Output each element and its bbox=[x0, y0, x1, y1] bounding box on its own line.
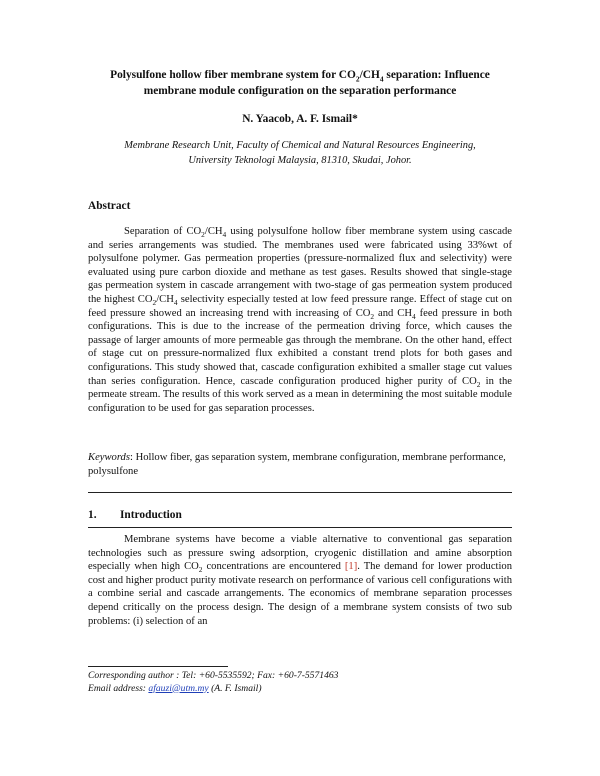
affiliation-line1: Membrane Research Unit, Faculty of Chemical and Natural Resources Engineering, bbox=[124, 140, 476, 151]
section-divider-bottom bbox=[88, 527, 512, 528]
email-link[interactable]: afauzi@utm.my bbox=[148, 682, 209, 694]
section-title: Introduction bbox=[120, 509, 182, 521]
introduction-heading bbox=[88, 509, 182, 521]
section-number: 1. bbox=[88, 509, 97, 521]
title-text: separation: Influence bbox=[383, 69, 490, 81]
keywords-label: Keywords bbox=[88, 452, 130, 463]
corresponding-author: Corresponding author : Tel: +60-5535592; Fax: +60-7-5571463 bbox=[88, 670, 339, 681]
title-subscript: 4 bbox=[379, 74, 384, 84]
footnote bbox=[88, 670, 512, 695]
affiliation-line2: University Teknologi Malaysia, 81310, Skudai, Johor. bbox=[188, 155, 412, 166]
title-text: /CH bbox=[359, 69, 380, 81]
title-subscript: 2 bbox=[355, 74, 360, 84]
keywords bbox=[88, 451, 512, 478]
affiliation bbox=[88, 138, 512, 168]
abstract-body: Separation of $CO_2/CH_4$ using polysulfone hollow fiber membrane system using cascade and series arrangements was studied. The membranes used were fabricated using 33%wt of polysulfone polymer. Gas permeation properties (pressure-normalized flux and selectivity) were evaluated using pure carbon dioxide and methane as test gases. Results showed that single-stage gas permeation system in cascade arrangement with two-stage of gas permeation system produced the highest $CO_2/CH_4$ selectivity especially tested at low feed pressure range. Effect of stage cut on feed pressure showed an increasing trend with increasing of $CO_2$ and $CH_4$ feed pressure in both configurations. This is due to the increase of the permeation driving force, which causes the passage of larger amounts of more permeable gas through the membrane. On the other hand, effect of stage cut on pressure-normalized flux exhibited a constant trend plots for both gases and configurations. This study showed that, cascade configuration exhibited a smaller stage cut values than series configuration. Hence, cascade configuration produced higher purity of $CO_2$ in the permeate stream. The results of this work served as a mean in determining the most suitable module configuration to be used for gas separation processes. bbox=[88, 226, 513, 414]
abstract-heading: Abstract bbox=[88, 200, 131, 212]
title-text-line2: membrane module configuration on the separation performance bbox=[143, 85, 457, 97]
introduction-body: Membrane systems have become a viable alternative to conventional gas separation technologies such as pressure swing adsorption, cryogenic distillation and amine absorption especially when high $CO_2$ concentrations are encountered [1]. The demand for lower production cost and higher product purity motivate research on performance of various cell configurations with a combine serial and cascade arrangements. The economics of membrane separation processes depend critically on the process design. The design of a membrane system consists of two sub problems: (i) selection of an bbox=[88, 534, 513, 627]
authors: N. Yaacob, A. F. Ismail* bbox=[242, 113, 358, 125]
keywords-text: : Hollow fiber, gas separation system, membrane configuration, membrane performance, polysulfone bbox=[88, 452, 506, 477]
footnote-divider bbox=[88, 666, 228, 667]
paper-title bbox=[88, 67, 512, 99]
email-owner: (A. F. Ismail) bbox=[208, 682, 262, 694]
section-divider-top bbox=[88, 492, 512, 493]
title-text: Polysulfone hollow fiber membrane system for CO bbox=[110, 69, 356, 81]
email-label: Email address: bbox=[88, 682, 149, 694]
citation-link[interactable]: [1] bbox=[344, 561, 358, 573]
